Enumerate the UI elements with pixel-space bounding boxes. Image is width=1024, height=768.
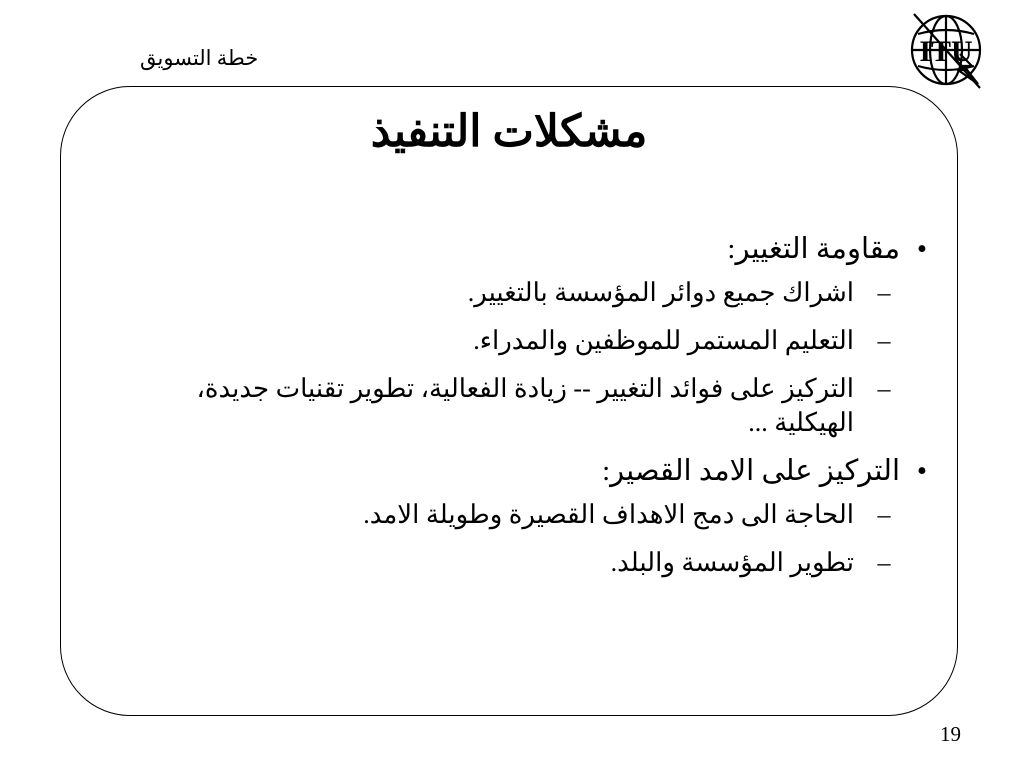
sub-item xyxy=(162,276,932,310)
header-label: خطة التسويق xyxy=(140,46,259,70)
sub-item xyxy=(162,498,932,532)
sub-item-text: اشراك جميع دوائر المؤسسة بالتغيير. xyxy=(467,278,854,307)
bullet-item xyxy=(162,454,932,488)
bullet-text: التركيز على الامد القصير: xyxy=(602,455,900,487)
dash-icon: – xyxy=(877,374,891,403)
sub-item xyxy=(162,324,932,358)
sub-item xyxy=(162,372,932,440)
bullet-item xyxy=(162,232,932,266)
dash-icon: – xyxy=(877,278,891,307)
bullet-list xyxy=(162,232,932,594)
bullet-text: مقاومة التغيير: xyxy=(727,233,900,265)
sub-item-text: التعليم المستمر للموظفين والمدراء. xyxy=(473,326,854,355)
bullet-dot-icon: • xyxy=(916,233,928,265)
bullet-dot-icon: • xyxy=(916,455,928,487)
svg-text:ITU: ITU xyxy=(919,35,973,68)
dash-icon: – xyxy=(877,326,891,355)
itu-logo-icon xyxy=(900,4,992,96)
dash-icon: – xyxy=(877,548,891,577)
sub-item-text: تطوير المؤسسة والبلد. xyxy=(610,548,854,577)
slide-title: مشكلات التنفيذ xyxy=(370,107,648,156)
sub-item-text: الحاجة الى دمج الاهداف القصيرة وطويلة الامد. xyxy=(363,500,854,529)
dash-icon: – xyxy=(877,500,891,529)
sub-item-text: التركيز على فوائد التغيير -- زيادة الفعالية، تطوير تقنيات جديدة، الهيكلية ... xyxy=(196,374,854,437)
sub-item xyxy=(162,546,932,580)
page-number: 19 xyxy=(940,722,961,746)
